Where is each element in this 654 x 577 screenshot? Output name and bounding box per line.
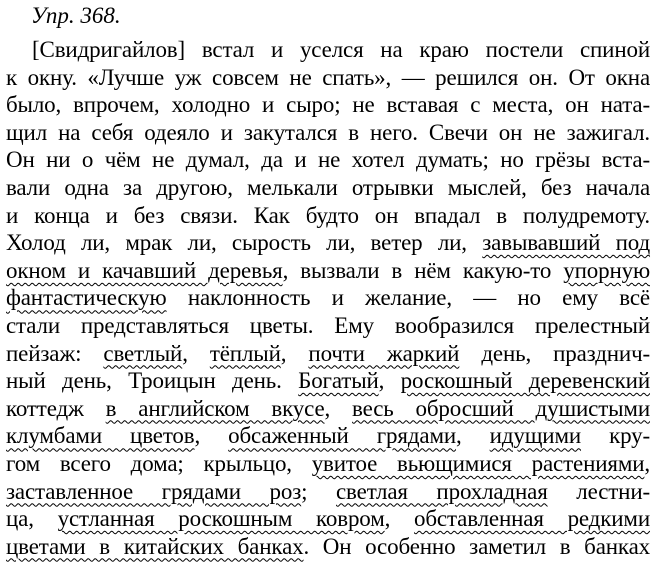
text-segment: ,: [456, 423, 490, 449]
text-line: [6, 229, 650, 257]
text-line: [6, 174, 650, 202]
text-segment: ,: [644, 450, 650, 476]
underlined-phrase: окном и качавший деревья: [6, 257, 283, 283]
underlined-phrase: заставленное грядами роз: [6, 478, 302, 504]
text-line: [6, 478, 650, 506]
text-segment: . Он особенно заметил в банках: [303, 533, 650, 559]
underlined-phrase: светлая прохладная: [336, 478, 548, 504]
text-segment: ,: [194, 423, 229, 449]
text-segment: было, впрочем, холодно и сыро; не вставая с места, он ната-: [6, 92, 650, 118]
text-line: [6, 533, 650, 561]
underlined-phrase: Богатый: [298, 368, 379, 394]
text-line: [6, 450, 650, 478]
underlined-phrase: клумбами цветов: [6, 423, 195, 449]
text-segment: ,: [280, 340, 309, 366]
text-segment: ный день, Троицын день.: [6, 368, 299, 394]
text-line: [6, 422, 650, 450]
text-segment: коттедж: [6, 395, 106, 421]
text-segment: Холод ли, мрак ли, сырость ли, ветер ли,: [6, 230, 483, 256]
text-line: [6, 257, 650, 285]
text-line: [6, 340, 650, 368]
text-segment: гом всего дома; крыльцо,: [6, 450, 312, 476]
text-line: [6, 395, 650, 423]
text-line: [6, 284, 650, 312]
text-segment: ,: [378, 368, 401, 394]
underlined-phrase: тёплый: [209, 340, 281, 366]
text-segment: наклонность и желание, — но ему всё: [166, 285, 650, 311]
underlined-phrase: упорную: [563, 257, 650, 283]
underlined-phrase: цветами в китайских банках: [6, 533, 304, 559]
text-segment: , вызвали в нём какую-то: [282, 257, 564, 283]
text-line: [6, 91, 650, 119]
text-line: [6, 36, 650, 64]
underlined-phrase: обставленная редкими: [414, 506, 650, 532]
exercise-title: Упр. 368.: [31, 3, 121, 28]
underlined-phrase: почти жаркий: [308, 340, 460, 366]
text-segment: кру-: [581, 423, 650, 449]
text-segment: [Свидригайлов] встал и уселся на краю постели спиной: [32, 37, 650, 62]
text-line: [6, 119, 650, 147]
text-segment: ца,: [6, 506, 58, 532]
text-line: [6, 64, 650, 92]
text-line: [6, 312, 650, 340]
underlined-phrase: фантастическую: [6, 285, 167, 311]
text-line: [6, 505, 650, 533]
underlined-phrase: устланная роскошным ковром: [57, 506, 385, 532]
text-segment: стали представляться цветы. Ему вообразился прелестный: [6, 312, 650, 338]
underlined-phrase: идущими: [489, 423, 582, 449]
underlined-phrase: в английском вкусе: [105, 395, 325, 421]
underlined-phrase: роскошный деревенский: [400, 368, 650, 394]
text-line: [6, 367, 650, 395]
text-segment: Он ни о чём не думал, да и не хотел думать; но грёзы вста-: [6, 147, 650, 173]
text-segment: ,: [182, 340, 210, 366]
text-segment: ,: [384, 506, 414, 532]
underlined-phrase: обсаженный грядами: [228, 423, 457, 449]
text-segment: пейзаж:: [6, 340, 104, 366]
text-segment: вали одна за другою, мелькали отрывки мыслей, без начала: [6, 174, 650, 200]
text-segment: и конца и без связи. Как будто он впадал в полудремоту.: [6, 202, 650, 228]
text-segment: день, празднич-: [459, 340, 650, 366]
underlined-phrase: завывавший под: [482, 230, 651, 256]
text-line: [6, 146, 650, 174]
underlined-phrase: увитое вьющимися растениями: [311, 450, 645, 476]
underlined-phrase: светлый: [103, 340, 183, 366]
text-line: [6, 202, 650, 230]
underlined-phrase: весь обросший душистыми: [352, 395, 650, 421]
exercise-text: [6, 36, 650, 560]
text-segment: к окну. «Лучше уж совсем не спать», — решился он. От окна: [6, 64, 650, 90]
text-segment: щил на себя одеяло и закутался в него. Свечи он не зажигал.: [6, 119, 650, 145]
text-segment: ,: [324, 395, 353, 421]
text-segment: ;: [301, 478, 336, 504]
text-segment: лестни-: [547, 478, 650, 504]
